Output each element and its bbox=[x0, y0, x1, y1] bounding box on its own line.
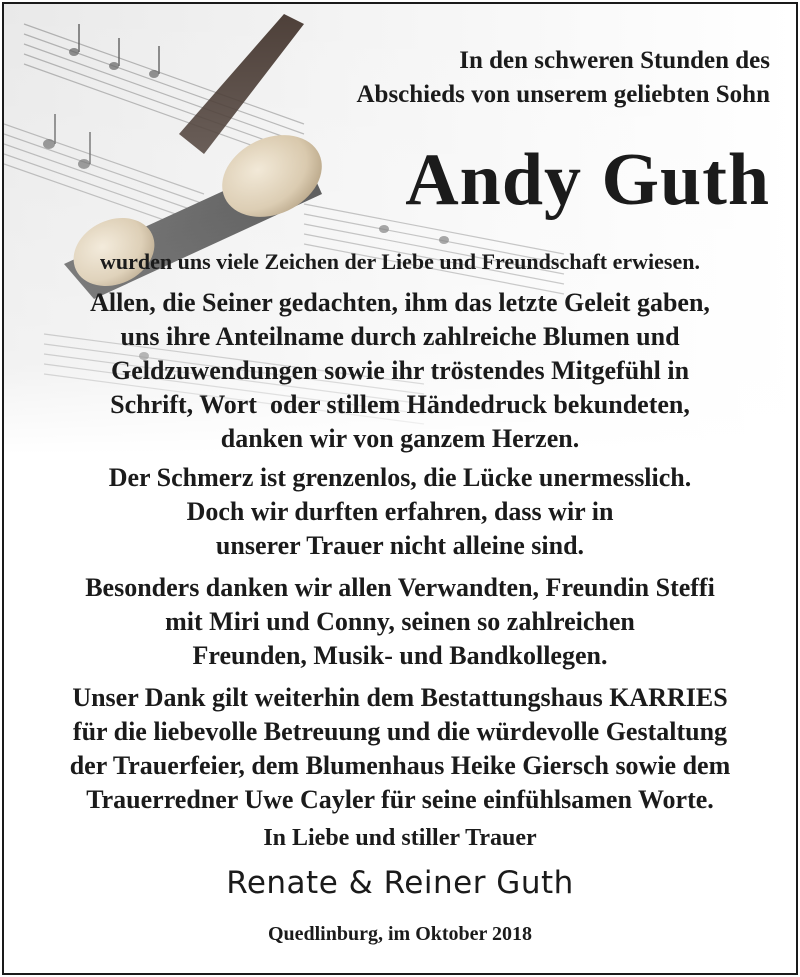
place-date: Quedlinburg, im Oktober 2018 bbox=[267, 923, 533, 945]
intro-line: In den schweren Stunden des bbox=[459, 47, 770, 74]
paragraph-line: Unser Dank gilt weiterhin dem Bestattungshaus KARRIES bbox=[72, 683, 728, 712]
closing-line: In Liebe und stiller Trauer bbox=[263, 825, 537, 851]
paragraph-line: mit Miri und Conny, seinen so zahlreichen bbox=[165, 607, 635, 636]
paragraph-friends bbox=[4, 571, 796, 673]
paragraph-line: Freunden, Musik- und Bandkollegen. bbox=[192, 641, 608, 670]
obituary-frame bbox=[2, 2, 798, 975]
obituary-content bbox=[4, 4, 796, 973]
paragraph-line: Allen, die Seiner gedachten, ihm das letzte Geleit gaben, bbox=[90, 288, 710, 317]
paragraph-line: Doch wir durften erfahren, dass wir in bbox=[186, 497, 614, 526]
thanks-line: wurden uns viele Zeichen der Liebe und Freundschaft erwiesen. bbox=[100, 249, 700, 274]
paragraph-line: danken wir von ganzem Herzen. bbox=[220, 424, 580, 453]
deceased-name: Andy Guth bbox=[405, 139, 770, 221]
paragraph-line: Besonders danken wir allen Verwandten, Freundin Steffi bbox=[85, 573, 715, 602]
intro-text bbox=[357, 44, 771, 112]
paragraph-services bbox=[4, 681, 796, 817]
paragraph-line: für die liebevolle Betreuung und die würdevolle Gestaltung bbox=[72, 717, 728, 746]
paragraph-line: Der Schmerz ist grenzenlos, die Lücke unermesslich. bbox=[108, 463, 692, 492]
paragraph-line: Schrift, Wort oder stillem Händedruck bekundeten, bbox=[110, 390, 690, 419]
paragraph-line: unserer Trauer nicht alleine sind. bbox=[215, 531, 585, 560]
paragraph-gratitude bbox=[4, 286, 796, 456]
paragraph-line: der Trauerfeier, dem Blumenhaus Heike Giersch sowie dem bbox=[69, 751, 731, 780]
paragraph-line: uns ihre Anteilname durch zahlreiche Blumen und bbox=[120, 322, 680, 351]
signers: Renate & Reiner Guth bbox=[226, 865, 574, 901]
paragraph-line: Geldzuwendungen sowie ihr tröstendes Mitgefühl in bbox=[110, 356, 690, 385]
paragraph-grief bbox=[4, 461, 796, 563]
intro-line: Abschieds von unserem geliebten Sohn bbox=[356, 81, 770, 108]
paragraph-line: Trauerredner Uwe Cayler für seine einfühlsamen Worte. bbox=[86, 785, 714, 814]
